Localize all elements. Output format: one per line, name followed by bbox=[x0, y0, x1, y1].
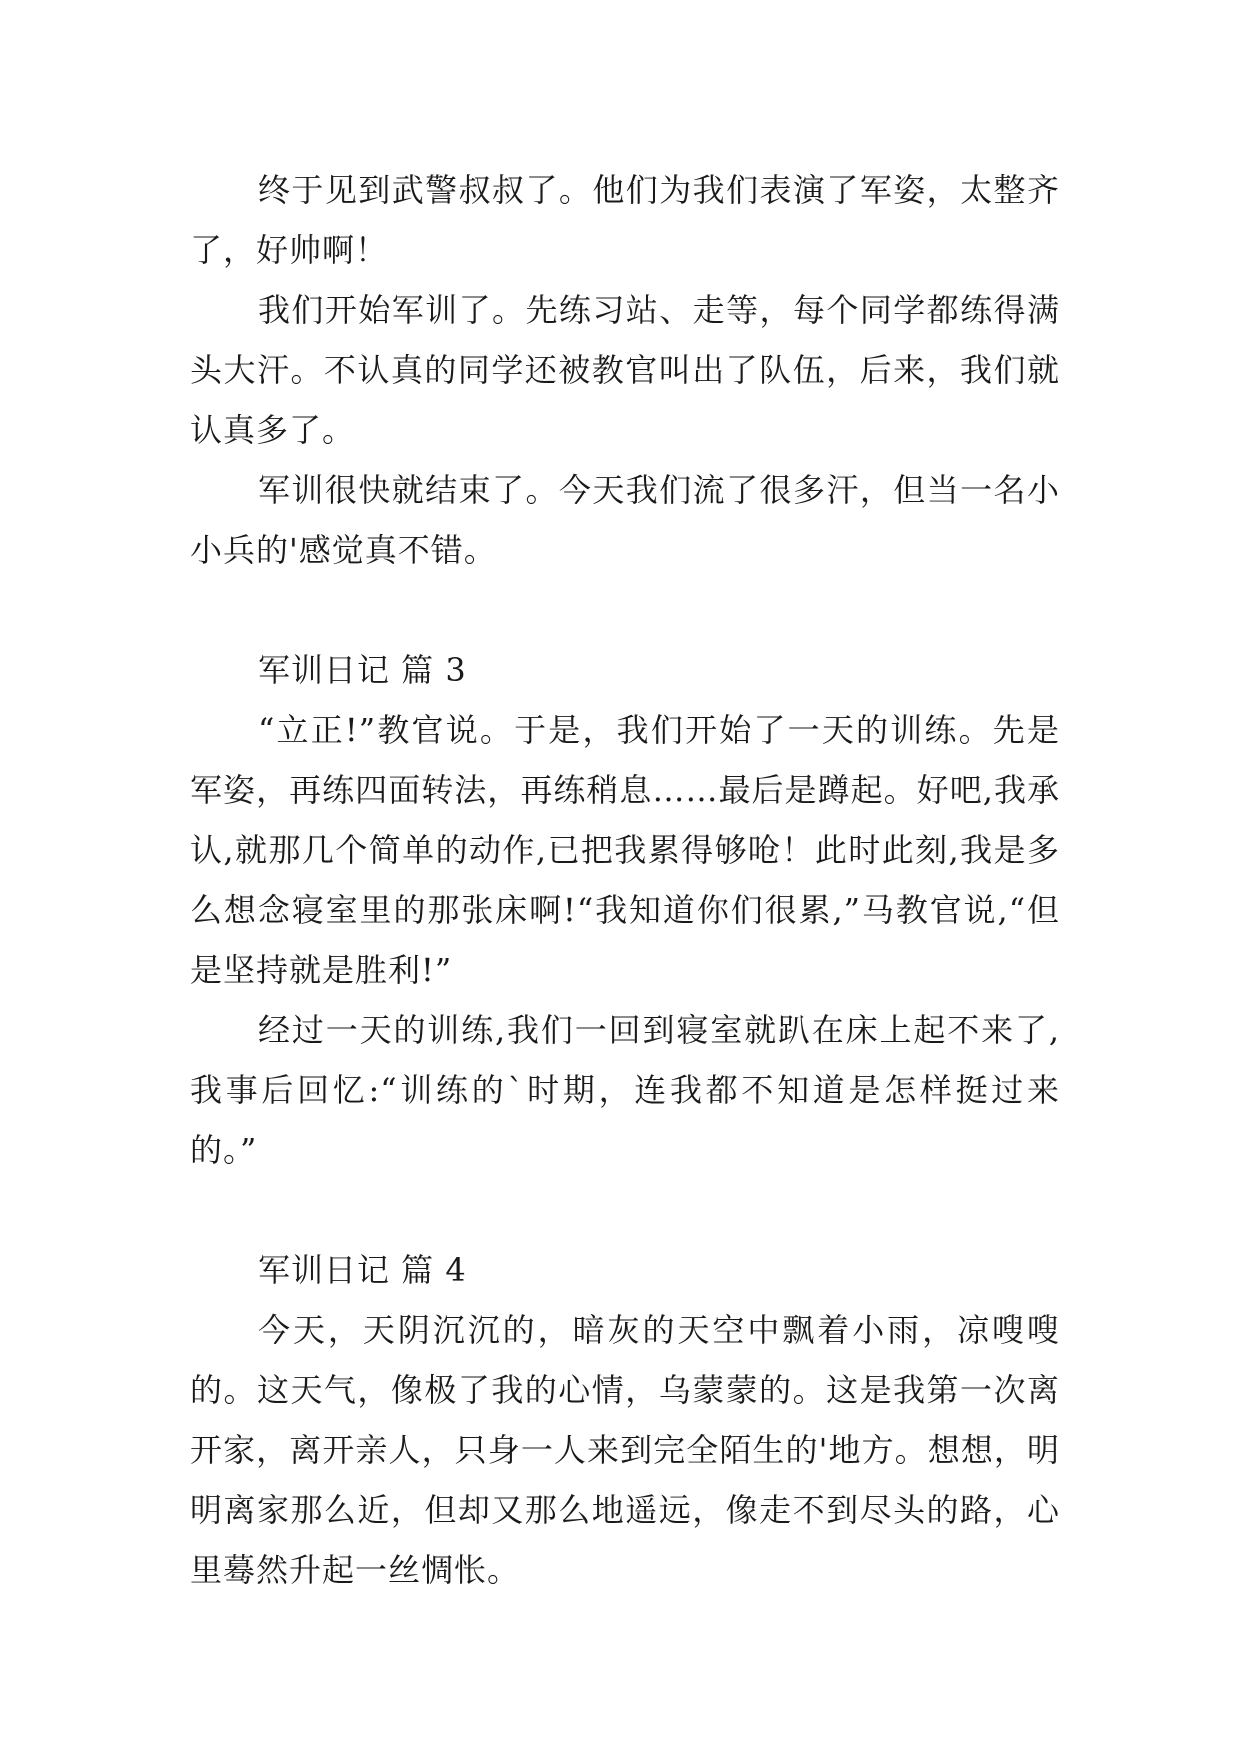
paragraph: “立正!”教官说。于是，我们开始了一天的训练。先是军姿，再练四面转法，再练稍息……最后是蹲起。好吧,我承认,就那几个简单的动作,已把我累得够呛！此时此刻,我是多么想念寝室里的那张床啊!“我知道你们很累,”马教官说,“但是坚持就是胜利!” bbox=[190, 711, 1060, 989]
paragraph: 终于见到武警叔叔了。他们为我们表演了军姿，太整齐了，好帅啊！ bbox=[190, 171, 1060, 269]
paragraph: 军训很快就结束了。今天我们流了很多汗，但当一名小小兵的'感觉真不错。 bbox=[190, 471, 1060, 569]
document-page bbox=[190, 160, 1060, 1600]
paragraph: 今天，天阴沉沉的，暗灰的天空中飘着小雨，凉嗖嗖的。这天气，像极了我的心情，乌蒙蒙的。这是我第一次离开家，离开亲人，只身一人来到完全陌生的'地方。想想，明明离家那么近，但却又那么地遥远，像走不到尽头的路，心里蓦然升起一丝惆怅。 bbox=[190, 1311, 1060, 1589]
paragraph: 经过一天的训练,我们一回到寝室就趴在床上起不来了,我事后回忆:“训练的`时期，连我都不知道是怎样挺过来的。” bbox=[190, 1011, 1060, 1169]
paragraph: 我们开始军训了。先练习站、走等，每个同学都练得满头大汗。不认真的同学还被教官叫出了队伍，后来，我们就认真多了。 bbox=[190, 291, 1060, 449]
section-gap bbox=[190, 580, 1060, 640]
section-gap bbox=[190, 1180, 1060, 1240]
section-heading: 军训日记 篇 4 bbox=[258, 1251, 467, 1289]
section-heading: 军训日记 篇 3 bbox=[258, 651, 467, 689]
